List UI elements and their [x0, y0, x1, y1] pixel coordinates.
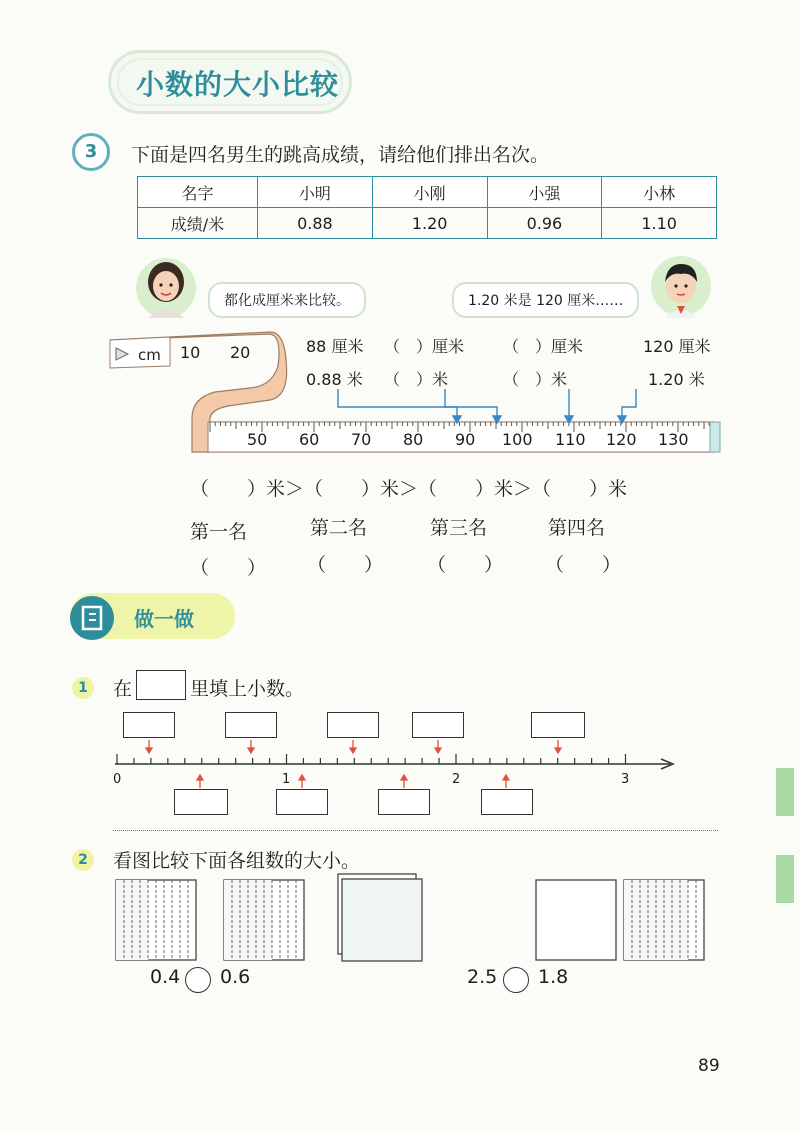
rank-blank[interactable]: （ ）: [427, 554, 504, 576]
scores-table: [137, 176, 717, 239]
side-tab: [776, 855, 794, 903]
tape-mark-label: 50: [247, 430, 268, 449]
answer-box[interactable]: [123, 712, 175, 738]
rank-blank[interactable]: （ ）: [545, 554, 622, 576]
table-cell: 成绩/米: [138, 208, 258, 239]
table-cell: 0.88: [258, 208, 373, 239]
boy-speech-bubble: 1.20 米是 120 厘米……: [452, 282, 639, 318]
rank-label: 第三名: [430, 517, 488, 539]
rank-label: 第一名: [190, 521, 248, 543]
tape-mark-label: 120: [606, 430, 637, 449]
problem-number-badge: 3: [72, 133, 110, 171]
table-cell: 名字: [138, 177, 258, 208]
answer-box[interactable]: [412, 712, 464, 738]
exercise-text: 在: [113, 678, 133, 700]
cm-label: 120 厘米: [643, 337, 711, 356]
boy-avatar-icon: [645, 250, 717, 320]
page-title: 小数的大小比较: [136, 68, 340, 101]
cm-label: （ ）厘米: [384, 337, 465, 356]
tape-mark-label: 10: [180, 343, 201, 362]
tape-mark-label: 70: [351, 430, 372, 449]
table-cell: 小林: [602, 177, 717, 208]
exercise-text: 里填上小数。: [190, 678, 305, 700]
cm-label: （ ）厘米: [503, 337, 584, 356]
compare-circle[interactable]: [503, 967, 529, 993]
girl-speech-bubble: 都化成厘米来比较。: [208, 282, 366, 318]
exercise-number-badge: 1: [72, 677, 94, 699]
compare-number: 2.5: [467, 966, 498, 988]
m-label: （ ）米: [503, 370, 568, 389]
decimal-grids: [110, 870, 710, 965]
rank-label: 第四名: [548, 517, 606, 539]
rank-blank[interactable]: （ ）: [190, 557, 267, 579]
exercise-text: 看图比较下面各组数的大小。: [113, 850, 361, 872]
answer-box[interactable]: [327, 712, 379, 738]
divider: [113, 830, 718, 831]
m-label: 1.20 米: [648, 370, 705, 389]
tape-mark-label: 80: [403, 430, 424, 449]
axis-label: 1: [282, 772, 291, 787]
comparison-line: （ ）米＞（ ）米＞（ ）米＞（ ）米: [190, 478, 628, 500]
section-title: 做一做: [134, 607, 194, 631]
table-cell: 小刚: [372, 177, 487, 208]
compare-number: 0.6: [220, 966, 251, 988]
inline-blank-box: [136, 670, 186, 700]
rank-label: 第二名: [310, 517, 368, 539]
compare-number: 0.4: [150, 966, 181, 988]
practice-icon: [70, 596, 114, 640]
table-cell: 1.20: [372, 208, 487, 239]
number-line: [105, 738, 685, 793]
m-label: 0.88 米: [306, 370, 363, 389]
m-label: （ ）米: [384, 370, 449, 389]
axis-label: 0: [113, 772, 122, 787]
table-cell: 小明: [258, 177, 373, 208]
table-cell: 小强: [487, 177, 602, 208]
problem-text: 下面是四名男生的跳高成绩，请给他们排出名次。: [131, 144, 550, 166]
axis-label: 3: [621, 772, 630, 787]
pointer-lines: [300, 385, 700, 425]
tape-mark-label: 20: [230, 343, 251, 362]
table-row: [138, 177, 717, 208]
answer-box[interactable]: [225, 712, 277, 738]
exercise-number-badge: 2: [72, 849, 94, 871]
answer-box[interactable]: [531, 712, 585, 738]
compare-number: 1.8: [538, 966, 569, 988]
cm-label: 88 厘米: [306, 337, 364, 356]
rank-blank[interactable]: （ ）: [307, 554, 384, 576]
tape-mark-label: 110: [555, 430, 586, 449]
tape-unit-label: cm: [138, 346, 161, 364]
table-cell: 1.10: [602, 208, 717, 239]
side-tab: [776, 768, 794, 816]
tape-mark-label: 60: [299, 430, 320, 449]
girl-avatar-icon: [130, 252, 202, 320]
compare-circle[interactable]: [185, 967, 211, 993]
table-row: [138, 208, 717, 239]
table-cell: 0.96: [487, 208, 602, 239]
axis-label: 2: [452, 772, 461, 787]
tape-mark-label: 100: [502, 430, 533, 449]
tape-mark-label: 90: [455, 430, 476, 449]
tape-mark-label: 130: [658, 430, 689, 449]
page-number: 89: [698, 1056, 720, 1076]
